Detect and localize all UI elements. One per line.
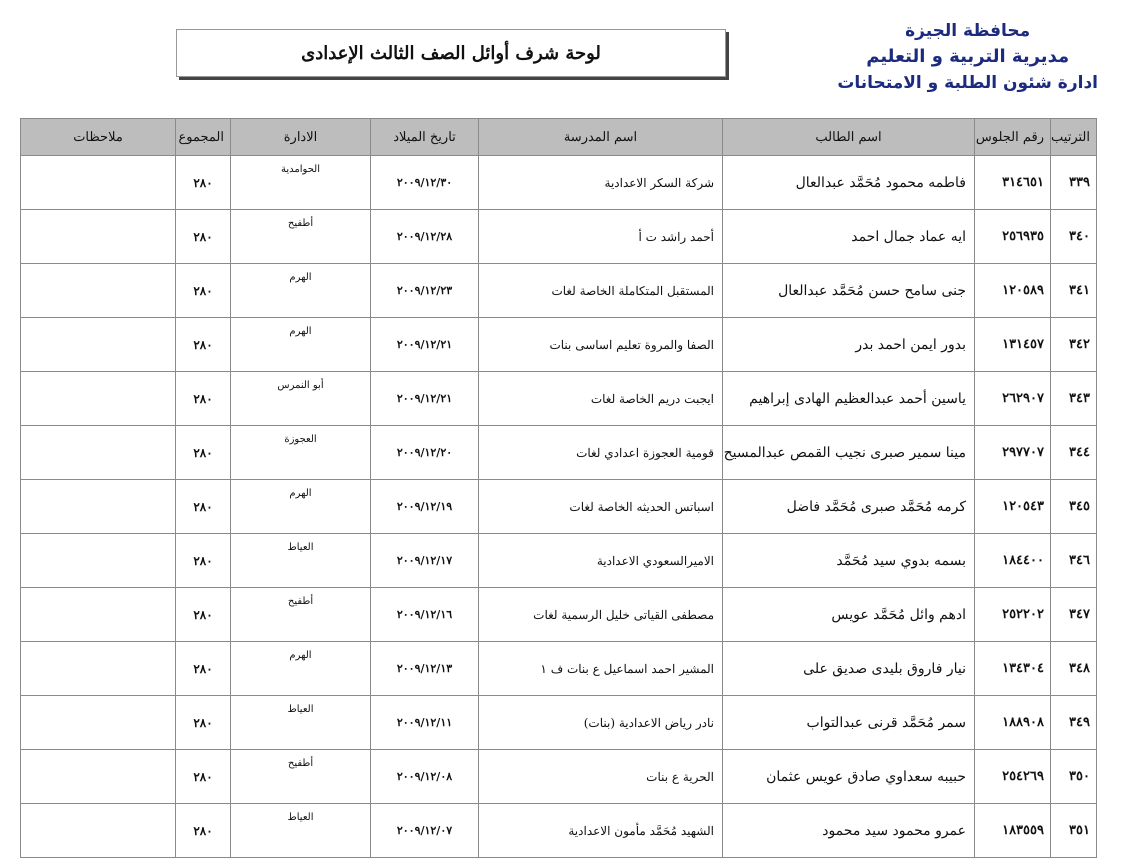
table-row (21, 750, 1097, 804)
directorate-name: مديرية التربية و التعليم (866, 46, 1070, 67)
table-row (21, 804, 1097, 858)
rank-cell: ٣٥١ (1051, 804, 1097, 858)
seat-number-cell: ١٢٠٥٤٣ (975, 480, 1051, 534)
organization-header (837, 18, 1098, 96)
birth-date-cell: ٢٠٠٩/١٢/٢١ (371, 372, 479, 426)
birth-date-cell: ٢٠٠٩/١٢/٠٧ (371, 804, 479, 858)
total-cell: ٢٨٠ (176, 696, 231, 750)
total-cell: ٢٨٠ (176, 426, 231, 480)
table-row (21, 696, 1097, 750)
administration-cell: أطفيح (231, 750, 371, 804)
honor-roll-table (20, 118, 1097, 858)
school-name-cell: الحرية ع بنات (479, 750, 723, 804)
total-cell: ٢٨٠ (176, 264, 231, 318)
administration-cell: الهرم (231, 264, 371, 318)
table-row (21, 210, 1097, 264)
birth-date-cell: ٢٠٠٩/١٢/٢٠ (371, 426, 479, 480)
rank-cell: ٣٥٠ (1051, 750, 1097, 804)
school-name-cell: قومية العجوزة اعدادي لغات (479, 426, 723, 480)
total-cell: ٢٨٠ (176, 372, 231, 426)
column-header-seat-number: رقم الجلوس (975, 119, 1051, 156)
administration-cell: أطفيح (231, 588, 371, 642)
notes-cell (21, 264, 176, 318)
student-name-cell: جنى سامح حسن مُحَمَّد عبدالعال (723, 264, 975, 318)
notes-cell (21, 318, 176, 372)
administration-cell: العياط (231, 804, 371, 858)
seat-number-cell: ٢٥٤٢٦٩ (975, 750, 1051, 804)
notes-cell (21, 804, 176, 858)
seat-number-cell: ١٣٤٣٠٤ (975, 642, 1051, 696)
rank-cell: ٣٤٣ (1051, 372, 1097, 426)
administration-cell: الهرم (231, 480, 371, 534)
administration-cell: الهرم (231, 318, 371, 372)
seat-number-cell: ٣١٤٦٥١ (975, 156, 1051, 210)
total-cell: ٢٨٠ (176, 156, 231, 210)
notes-cell (21, 210, 176, 264)
table-row (21, 426, 1097, 480)
column-header-student-name: اسم الطالب (723, 119, 975, 156)
column-header-school-name: اسم المدرسة (479, 119, 723, 156)
notes-cell (21, 534, 176, 588)
student-name-cell: نيار فاروق بليدى صديق على (723, 642, 975, 696)
notes-cell (21, 588, 176, 642)
administration-cell: العياط (231, 696, 371, 750)
birth-date-cell: ٢٠٠٩/١٢/٢١ (371, 318, 479, 372)
student-name-cell: مينا سمير صبرى نجيب القمص عبدالمسيح (723, 426, 975, 480)
notes-cell (21, 372, 176, 426)
total-cell: ٢٨٠ (176, 750, 231, 804)
table-row (21, 318, 1097, 372)
table-row (21, 156, 1097, 210)
column-header-administration: الادارة (231, 119, 371, 156)
birth-date-cell: ٢٠٠٩/١٢/١٧ (371, 534, 479, 588)
rank-cell: ٣٤١ (1051, 264, 1097, 318)
total-cell: ٢٨٠ (176, 534, 231, 588)
rank-cell: ٣٤٠ (1051, 210, 1097, 264)
table-header-row (21, 119, 1097, 156)
rank-cell: ٣٤٨ (1051, 642, 1097, 696)
birth-date-cell: ٢٠٠٩/١٢/١٦ (371, 588, 479, 642)
student-name-cell: حبيبه سعداوي صادق عويس عثمان (723, 750, 975, 804)
student-name-cell: كرمه مُحَمَّد صبرى مُحَمَّد فاضل (723, 480, 975, 534)
rank-cell: ٣٤٦ (1051, 534, 1097, 588)
student-name-cell: بسمه بدوي سيد مُحَمَّد (723, 534, 975, 588)
column-header-rank: الترتيب (1051, 119, 1097, 156)
total-cell: ٢٨٠ (176, 318, 231, 372)
notes-cell (21, 642, 176, 696)
student-name-cell: فاطمه محمود مُحَمَّد عبدالعال (723, 156, 975, 210)
seat-number-cell: ١٢٠٥٨٩ (975, 264, 1051, 318)
total-cell: ٢٨٠ (176, 210, 231, 264)
seat-number-cell: ١٨٣٥٥٩ (975, 804, 1051, 858)
title-box (176, 29, 726, 77)
governorate-name: محافظة الجيزة (905, 21, 1031, 41)
rank-cell: ٣٤٤ (1051, 426, 1097, 480)
total-cell: ٢٨٠ (176, 804, 231, 858)
student-name-cell: سمر مُحَمَّد قرنى عبدالتواب (723, 696, 975, 750)
seat-number-cell: ٢٦٢٩٠٧ (975, 372, 1051, 426)
table-row (21, 534, 1097, 588)
school-name-cell: أحمد راشد ت أ (479, 210, 723, 264)
total-cell: ٢٨٠ (176, 642, 231, 696)
notes-cell (21, 426, 176, 480)
notes-cell (21, 480, 176, 534)
birth-date-cell: ٢٠٠٩/١٢/١٩ (371, 480, 479, 534)
notes-cell (21, 696, 176, 750)
school-name-cell: نادر رياض الاعدادية (بنات) (479, 696, 723, 750)
administration-cell: العياط (231, 534, 371, 588)
table-row (21, 264, 1097, 318)
rank-cell: ٣٣٩ (1051, 156, 1097, 210)
table-row (21, 642, 1097, 696)
administration-cell: العجوزة (231, 426, 371, 480)
rank-cell: ٣٤٥ (1051, 480, 1097, 534)
birth-date-cell: ٢٠٠٩/١٢/٢٣ (371, 264, 479, 318)
birth-date-cell: ٢٠٠٩/١٢/١٣ (371, 642, 479, 696)
school-name-cell: المستقبل المتكاملة الخاصة لغات (479, 264, 723, 318)
administration-cell: أبو النمرس (231, 372, 371, 426)
school-name-cell: شركة السكر الاعدادية (479, 156, 723, 210)
school-name-cell: مصطفى القياتى خليل الرسمية لغات (479, 588, 723, 642)
seat-number-cell: ١٨٤٤٠٠ (975, 534, 1051, 588)
school-name-cell: المشير احمد اسماعيل ع بنات ف ١ (479, 642, 723, 696)
birth-date-cell: ٢٠٠٩/١٢/١١ (371, 696, 479, 750)
total-cell: ٢٨٠ (176, 588, 231, 642)
student-name-cell: ياسين أحمد عبدالعظيم الهادى إبراهيم (723, 372, 975, 426)
table-row (21, 588, 1097, 642)
student-name-cell: بدور ايمن احمد بدر (723, 318, 975, 372)
birth-date-cell: ٢٠٠٩/١٢/٢٨ (371, 210, 479, 264)
column-header-notes: ملاحظات (21, 119, 176, 156)
department-name: ادارة شئون الطلبة و الامتحانات (837, 73, 1098, 93)
table-row (21, 480, 1097, 534)
administration-cell: الحوامدية (231, 156, 371, 210)
seat-number-cell: ١٨٨٩٠٨ (975, 696, 1051, 750)
rank-cell: ٣٤٢ (1051, 318, 1097, 372)
school-name-cell: اسباتس الحديثه الخاصة لغات (479, 480, 723, 534)
student-name-cell: ادهم وائل مُحَمَّد عويس (723, 588, 975, 642)
student-name-cell: عمرو محمود سيد محمود (723, 804, 975, 858)
page-title: لوحة شرف أوائل الصف الثالث الإعدادى (301, 42, 601, 64)
birth-date-cell: ٢٠٠٩/١٢/٠٨ (371, 750, 479, 804)
notes-cell (21, 750, 176, 804)
administration-cell: الهرم (231, 642, 371, 696)
seat-number-cell: ٢٩٧٧٠٧ (975, 426, 1051, 480)
total-cell: ٢٨٠ (176, 480, 231, 534)
administration-cell: أطفيح (231, 210, 371, 264)
birth-date-cell: ٢٠٠٩/١٢/٣٠ (371, 156, 479, 210)
school-name-cell: الصفا والمروة تعليم اساسى بنات (479, 318, 723, 372)
table-row (21, 372, 1097, 426)
student-name-cell: ايه عماد جمال احمد (723, 210, 975, 264)
seat-number-cell: ٢٥٦٩٣٥ (975, 210, 1051, 264)
school-name-cell: ايجبت دريم الخاصة لغات (479, 372, 723, 426)
column-header-birth-date: تاريخ الميلاد (371, 119, 479, 156)
rank-cell: ٣٤٧ (1051, 588, 1097, 642)
school-name-cell: الاميرالسعودي الاعدادية (479, 534, 723, 588)
column-header-total: المجموع (176, 119, 231, 156)
rank-cell: ٣٤٩ (1051, 696, 1097, 750)
seat-number-cell: ١٣١٤٥٧ (975, 318, 1051, 372)
seat-number-cell: ٢٥٢٢٠٢ (975, 588, 1051, 642)
notes-cell (21, 156, 176, 210)
school-name-cell: الشهيد مُحَمَّد مأمون الاعدادية (479, 804, 723, 858)
